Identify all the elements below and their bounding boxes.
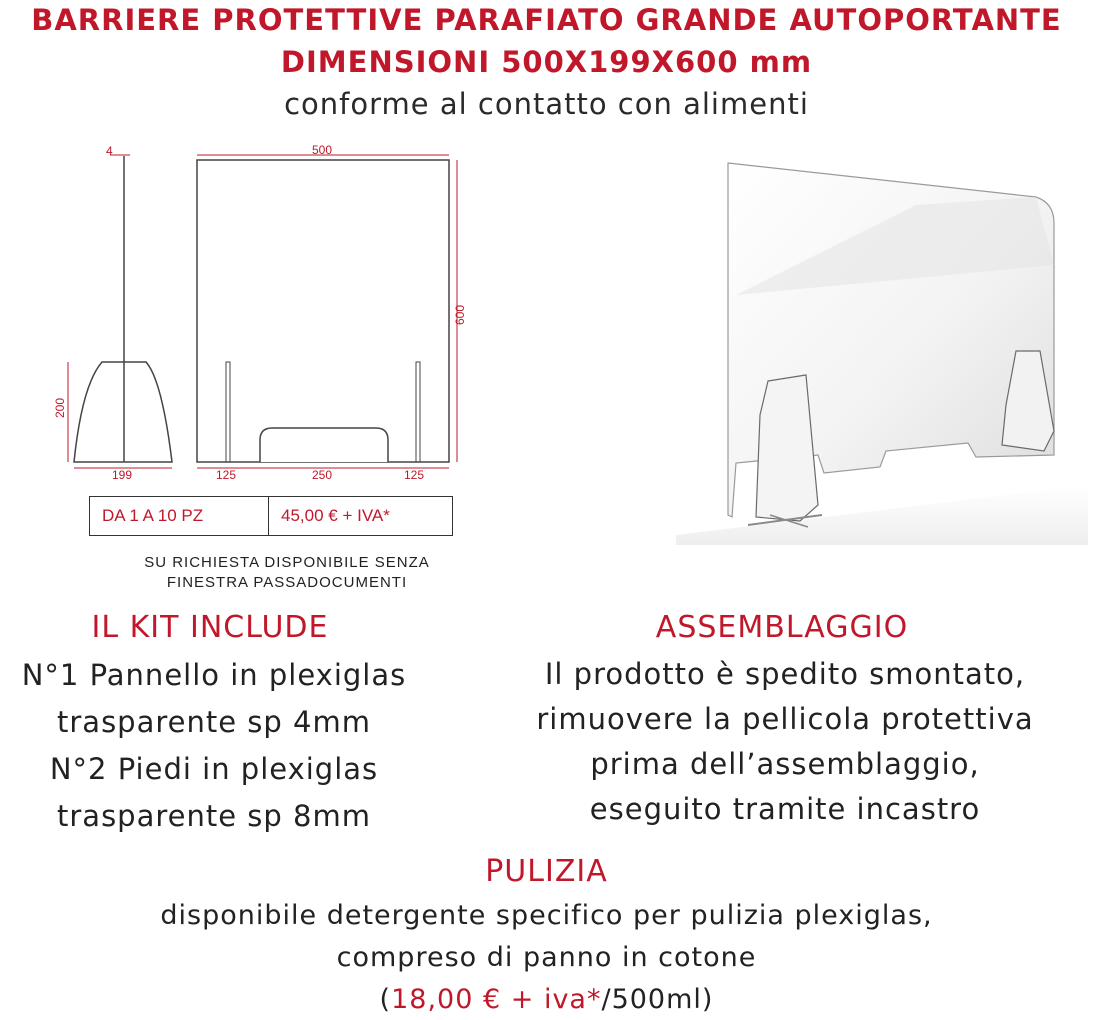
cleaning-title: PULIZIA bbox=[485, 854, 608, 889]
cleaning-line: disponibile detergente specifico per pulizia plexiglas, bbox=[160, 900, 933, 931]
note-line: FINESTRA PASSADOCUMENTI bbox=[166, 574, 408, 591]
kit-title: IL KIT INCLUDE bbox=[91, 610, 329, 645]
kit-line: trasparente sp 4mm bbox=[57, 705, 371, 739]
document-window bbox=[260, 428, 388, 462]
note-line: SU RICHIESTA DISPONIBILE SENZA bbox=[144, 554, 430, 571]
quantity-cell: DA 1 A 10 PZ bbox=[90, 497, 269, 535]
page-title: BARRIERE PROTETTIVE PARAFIATO GRANDE AUTOPORTANTE bbox=[31, 3, 1062, 37]
kit-line: trasparente sp 8mm bbox=[57, 799, 371, 833]
left-foot-slot bbox=[226, 362, 230, 462]
kit-line: N°2 Piedi in plexiglas bbox=[49, 752, 379, 786]
front-panel-outline bbox=[197, 160, 449, 462]
technical-drawing bbox=[40, 140, 480, 490]
subtitle: conforme al contatto con alimenti bbox=[284, 87, 809, 121]
dim-height: 600 bbox=[453, 304, 467, 325]
dim-window: 250 bbox=[312, 468, 333, 482]
kit-list bbox=[0, 652, 428, 840]
dim-thickness: 4 bbox=[106, 144, 113, 158]
product-photo bbox=[676, 145, 1088, 545]
dim-foot-depth: 199 bbox=[112, 468, 133, 482]
right-foot-slot bbox=[416, 362, 420, 462]
assembly-line: Il prodotto è spedito smontato, bbox=[544, 657, 1026, 691]
price-cell: 45,00 € + IVA* bbox=[281, 506, 390, 525]
assembly-title: ASSEMBLAGGIO bbox=[655, 610, 909, 645]
dimensions-title: DIMENSIONI 500X199X600 mm bbox=[280, 45, 813, 79]
kit-line: N°1 Pannello in plexiglas bbox=[21, 658, 407, 692]
assembly-line: prima dell’assemblaggio, bbox=[590, 747, 980, 781]
cleaning-price-line bbox=[0, 980, 1093, 1020]
price-table bbox=[89, 496, 453, 536]
paren-open: ( bbox=[379, 984, 392, 1015]
cleaning-line: compreso di panno in cotone bbox=[336, 942, 757, 973]
assembly-text bbox=[490, 652, 1080, 832]
availability-note bbox=[110, 553, 464, 593]
dim-right: 125 bbox=[404, 468, 425, 482]
cleaning-unit: /500ml) bbox=[601, 984, 714, 1015]
dim-left: 125 bbox=[216, 468, 237, 482]
cleaning-price: 18,00 € + iva* bbox=[391, 984, 602, 1015]
assembly-line: rimuovere la pellicola protettiva bbox=[536, 702, 1034, 736]
dim-width: 500 bbox=[312, 143, 333, 157]
side-foot-outline bbox=[74, 362, 172, 462]
dim-foot-height: 200 bbox=[53, 397, 67, 418]
assembly-line: eseguito tramite incastro bbox=[589, 792, 981, 826]
